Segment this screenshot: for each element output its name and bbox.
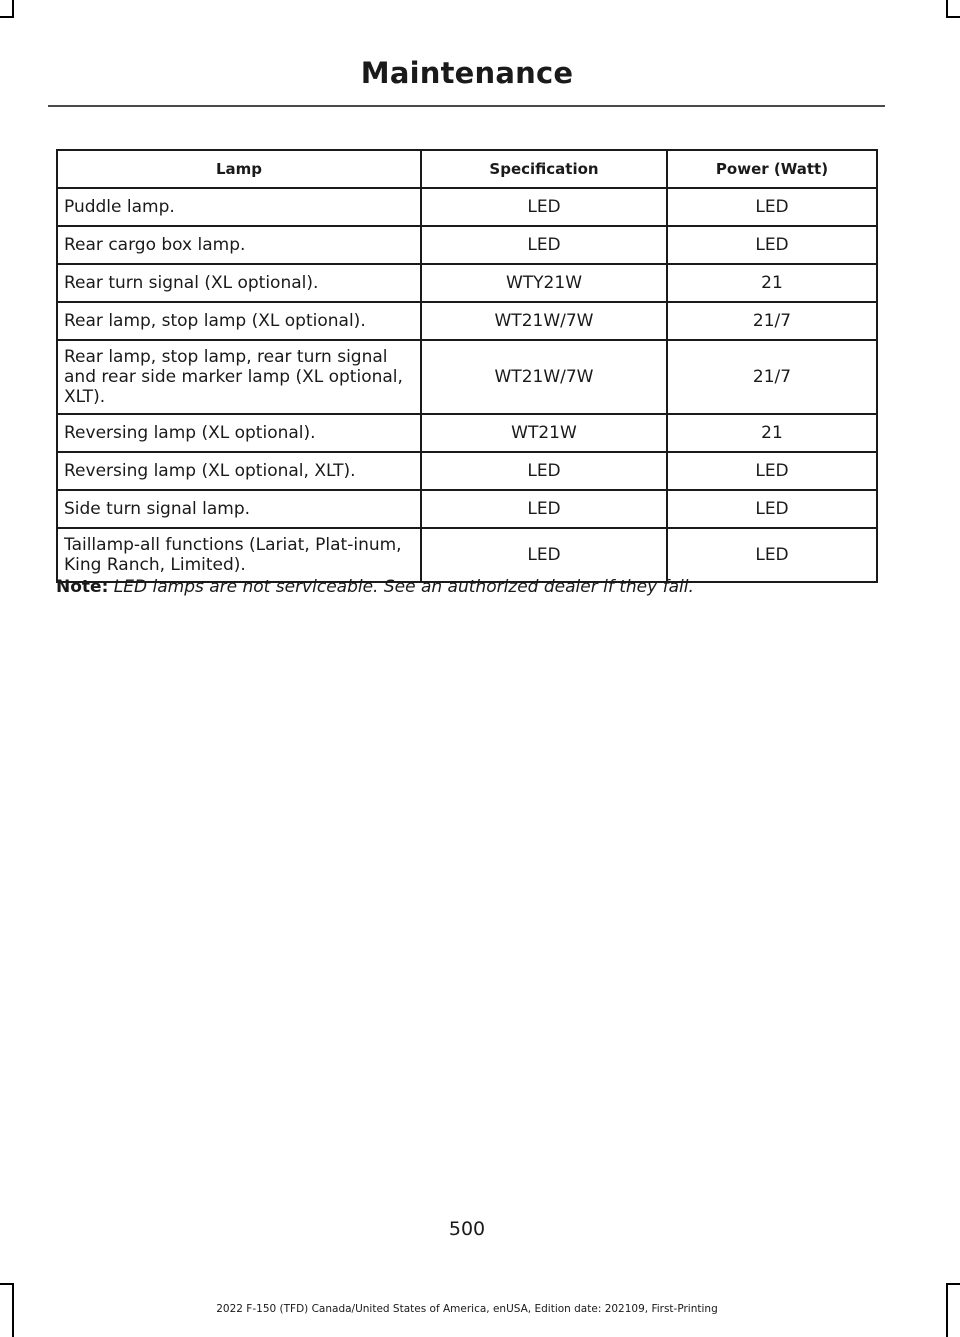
specification-cell: WT21W/7W [421,340,667,414]
table-row [57,188,877,226]
bulb-specification-table [56,149,878,583]
edition-footer: 2022 F-150 (TFD) Canada/United States of America, enUSA, Edition date: 202109, First-Printing [216,1303,718,1315]
table-row [57,264,877,302]
crop-mark [946,16,960,18]
table-row [57,490,877,528]
power-cell: 21/7 [667,302,877,340]
table-row [57,340,877,414]
specification-cell: WT21W [421,414,667,452]
crop-mark [0,1283,14,1285]
lamp-cell: Reversing lamp (XL optional, XLT). [57,452,421,490]
column-header-lamp: Lamp [57,150,421,188]
table-row [57,302,877,340]
table-row [57,452,877,490]
column-header-specification: Specification [421,150,667,188]
specification-cell: LED [421,188,667,226]
crop-mark [946,1283,948,1337]
column-header-power: Power (Watt) [667,150,877,188]
lamp-cell: Side turn signal lamp. [57,490,421,528]
table-row [57,414,877,452]
specification-cell: WTY21W [421,264,667,302]
table-row [57,226,877,264]
power-cell: LED [667,490,877,528]
specification-cell: LED [421,528,667,582]
power-cell: LED [667,452,877,490]
crop-mark [946,1283,960,1285]
page-number: 500 [448,1218,486,1240]
specification-cell: LED [421,452,667,490]
lamp-cell: Puddle lamp. [57,188,421,226]
power-cell: LED [667,188,877,226]
lamp-cell: Reversing lamp (XL optional). [57,414,421,452]
lamp-cell: Rear lamp, stop lamp, rear turn signal and rear side marker lamp (XL optional, XLT). [57,340,421,414]
note-label: Note: [56,577,109,597]
lamp-cell: Taillamp-all functions (Lariat, Plat-inum, King Ranch, Limited). [57,528,421,582]
lamp-cell: Rear cargo box lamp. [57,226,421,264]
specification-cell: WT21W/7W [421,302,667,340]
page-title: Maintenance [360,56,574,90]
power-cell: LED [667,226,877,264]
note-text: LED lamps are not serviceable. See an authorized dealer if they fail. [113,577,694,597]
power-cell: 21 [667,414,877,452]
power-cell: 21 [667,264,877,302]
table-header-row [57,150,877,188]
crop-mark [0,16,14,18]
note [56,576,694,598]
table-row [57,528,877,582]
header-divider [48,105,885,107]
specification-cell: LED [421,226,667,264]
lamp-cell: Rear lamp, stop lamp (XL optional). [57,302,421,340]
specification-cell: LED [421,490,667,528]
power-cell: 21/7 [667,340,877,414]
power-cell: LED [667,528,877,582]
lamp-cell: Rear turn signal (XL optional). [57,264,421,302]
